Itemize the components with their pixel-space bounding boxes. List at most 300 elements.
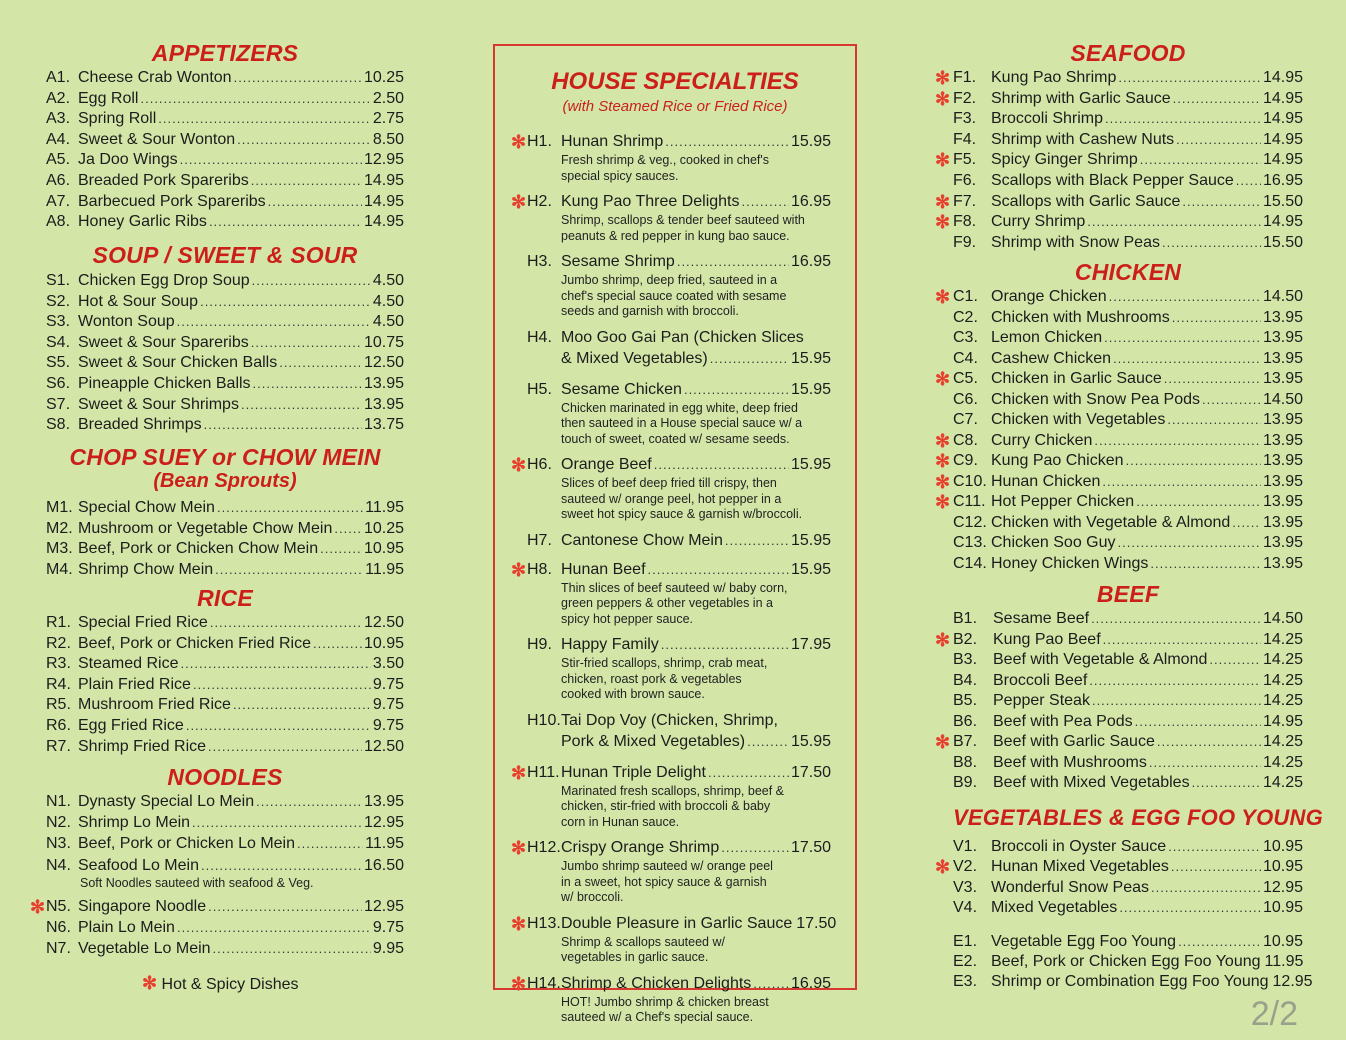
item-code: M3. — [46, 540, 73, 558]
menu-item — [953, 493, 1303, 513]
menu-item — [953, 370, 1303, 390]
hot-star-icon: ✻ — [935, 212, 951, 233]
dot-leader — [1104, 330, 1261, 345]
item-name: Broccoli Beef — [993, 671, 1088, 689]
item-name: Cashew Chicken — [991, 349, 1112, 367]
dot-leader — [186, 718, 371, 733]
item-code: B2. — [953, 630, 978, 648]
item-price: 17.50 — [790, 763, 831, 781]
menu-item — [46, 354, 404, 374]
item-price: 16.95 — [790, 253, 831, 270]
chop-suey-subheading: (Bean Sprouts) — [153, 470, 297, 492]
menu-item — [46, 193, 404, 213]
dot-leader — [1136, 494, 1261, 509]
item-code: H6. — [527, 456, 552, 473]
item-name: Shrimp or Combination Egg Foo Young — [991, 973, 1269, 991]
item-code: V4. — [953, 899, 978, 917]
item-name: Mushroom or Vegetable Chow Mein — [78, 519, 333, 537]
menu-item — [561, 133, 831, 153]
item-code: R6. — [46, 717, 71, 734]
item-price: 13.95 — [1262, 370, 1303, 387]
item-code: C3. — [953, 329, 978, 346]
menu-item — [561, 975, 831, 995]
menu-item — [46, 334, 404, 354]
item-description-line: cooked with brown sauce. — [561, 687, 705, 701]
item-price: 13.95 — [1262, 411, 1303, 428]
hot-star-icon: ✻ — [511, 973, 527, 994]
item-name: Beef, Pork or Chicken Lo Mein — [78, 835, 295, 853]
item-name: Sweet & Sour Wonton — [78, 130, 236, 148]
item-name: Chicken with Mushrooms — [991, 308, 1170, 326]
item-price: 12.50 — [363, 737, 404, 755]
item-price: 14.25 — [1262, 651, 1303, 668]
item-name: Shrimp Fried Rice — [78, 737, 207, 755]
vegetables-heading: VEGETABLES & EGG FOO YOUNG — [953, 805, 1323, 830]
item-code: H8. — [527, 560, 552, 578]
item-name: Hot Pepper Chicken — [991, 493, 1135, 510]
menu-item — [953, 69, 1303, 89]
item-code: H5. — [527, 380, 552, 398]
item-price: 11.95 — [365, 499, 404, 516]
item-code: H3. — [527, 253, 552, 270]
item-code: N4. — [46, 856, 71, 874]
menu-item — [46, 940, 404, 960]
item-description-line: then sauteed in a House special sauce w/ a — [561, 416, 803, 430]
menu-item — [953, 234, 1303, 254]
dot-leader — [279, 355, 362, 370]
dot-leader — [193, 677, 371, 692]
item-name: Shrimp with Cashew Nuts — [991, 130, 1175, 148]
item-description-line: Thin slices of beef sauteed w/ baby corn, — [561, 580, 788, 595]
item-code: C11. — [953, 493, 986, 510]
item-price: 10.95 — [1262, 932, 1303, 950]
menu-item — [953, 534, 1303, 554]
house-specialties-box — [493, 44, 857, 1024]
dot-leader — [684, 382, 789, 397]
dot-leader — [1135, 714, 1261, 729]
item-name: Spring Roll — [78, 110, 157, 128]
item-name: Chicken with Snow Pea Pods — [991, 390, 1200, 408]
dot-leader — [297, 836, 363, 851]
menu-item — [953, 110, 1303, 130]
menu-item — [46, 814, 404, 834]
item-description-line: Fresh shrimp & veg., cooked in chef's — [561, 153, 770, 167]
menu-item — [561, 764, 831, 784]
item-description-line: w/ broccoli. — [561, 890, 624, 904]
dot-leader — [1182, 194, 1261, 209]
item-code: C13. — [953, 534, 987, 551]
item-code: B5. — [953, 692, 978, 709]
dot-leader — [177, 314, 371, 329]
item-code: C12. — [953, 513, 987, 531]
item-price: 14.95 — [1262, 89, 1303, 107]
item-price: 15.95 — [790, 732, 831, 750]
dot-leader — [215, 562, 363, 577]
menu-item — [561, 456, 831, 476]
dot-leader — [251, 173, 362, 188]
item-description-line: Jumbo shrimp sauteed w/ orange peel — [561, 859, 773, 873]
dot-leader — [1118, 70, 1261, 85]
item-price: 14.25 — [1262, 630, 1303, 648]
dot-leader — [1092, 693, 1261, 708]
item-code: A8. — [46, 213, 71, 231]
item-price: 14.95 — [363, 192, 404, 210]
item-price: 13.95 — [1262, 554, 1303, 572]
menu-item — [953, 879, 1303, 899]
item-code: V3. — [953, 878, 978, 896]
menu-item — [953, 610, 1303, 630]
item-code: A5. — [46, 151, 71, 169]
hot-star-icon: ✻ — [511, 762, 527, 783]
item-price: 13.95 — [363, 793, 404, 810]
item-name: Chicken with Vegetables — [991, 411, 1166, 428]
item-price: 12.95 — [1272, 973, 1313, 991]
menu-item — [46, 717, 404, 737]
menu-item — [46, 793, 404, 813]
dot-leader — [180, 152, 362, 167]
item-name: Broccoli Shrimp — [991, 110, 1104, 128]
menu-item — [953, 899, 1303, 919]
dot-leader — [1232, 515, 1261, 530]
item-name: Broccoli in Oyster Sauce — [991, 838, 1167, 855]
menu-item — [46, 416, 404, 436]
item-name: Egg Fried Rice — [78, 717, 184, 734]
menu-item — [953, 452, 1303, 472]
item-price: 13.95 — [363, 375, 404, 392]
dot-leader — [1087, 214, 1261, 229]
dot-leader — [213, 941, 371, 956]
item-code: E2. — [953, 953, 978, 970]
item-code: R5. — [46, 696, 71, 714]
dot-leader — [1140, 152, 1261, 167]
dot-leader — [234, 70, 362, 85]
dot-leader — [1157, 734, 1261, 749]
hot-star-icon: ✻ — [935, 629, 951, 650]
item-code: B1. — [953, 610, 978, 627]
hot-star-icon: ✻ — [935, 857, 951, 878]
item-price: 4.50 — [372, 313, 404, 331]
dot-leader — [665, 134, 789, 149]
dot-leader — [1162, 235, 1261, 250]
item-price: 13.75 — [363, 416, 404, 434]
item-price: 9.75 — [372, 675, 404, 693]
menu-item — [953, 473, 1303, 493]
hot-star-icon: ✻ — [935, 369, 951, 389]
menu-item — [561, 561, 831, 581]
hot-star-icon: ✻ — [935, 471, 951, 492]
item-name: Kung Pao Three Delights — [561, 193, 740, 210]
item-code: H14. — [527, 974, 561, 992]
item-price: 12.95 — [1262, 878, 1303, 896]
item-price: 16.95 — [1262, 172, 1303, 189]
menu-item — [46, 898, 404, 918]
item-price: 15.95 — [790, 531, 831, 549]
item-name: Steamed Rice — [78, 655, 179, 673]
menu-item — [953, 672, 1303, 692]
item-code: N6. — [46, 919, 71, 936]
item-price: 16.95 — [790, 974, 831, 992]
item-name: Sweet & Sour Spareribs — [78, 333, 249, 351]
item-description-line: chef's special sauce coated with sesame — [561, 288, 787, 303]
dot-leader — [1126, 453, 1261, 468]
item-price: 14.95 — [1262, 69, 1303, 86]
item-description-line: Slices of beef deep fried till crispy, then — [561, 476, 777, 490]
dot-leader — [741, 194, 788, 209]
item-code: F3. — [953, 110, 977, 128]
item-name: Barbecued Pork Spareribs — [78, 192, 266, 210]
dot-leader — [1091, 611, 1261, 626]
menu-item — [953, 213, 1303, 233]
item-name: Sweet & Sour Chicken Balls — [78, 354, 278, 372]
item-code: F8. — [953, 213, 977, 231]
item-price: 14.95 — [1262, 213, 1303, 231]
item-price: 12.95 — [363, 814, 404, 832]
dot-leader — [201, 858, 362, 873]
item-code: B9. — [953, 774, 978, 791]
item-name: Kung Pao Chicken — [991, 452, 1124, 469]
dot-leader — [1094, 433, 1261, 448]
dot-leader — [753, 976, 789, 991]
dot-leader — [1118, 535, 1261, 550]
dot-leader — [268, 194, 362, 209]
menu-item — [46, 696, 404, 716]
item-price: 2.75 — [372, 110, 404, 128]
item-price: 9.95 — [372, 940, 404, 958]
item-name: Shrimp Chow Mein — [78, 560, 214, 578]
item-code: B4. — [953, 671, 978, 689]
legend-text: Hot & Spicy Dishes — [161, 976, 299, 993]
dot-leader — [241, 397, 362, 412]
item-name: Beef with Mushrooms — [993, 753, 1147, 771]
item-code: R1. — [46, 614, 71, 631]
dot-leader — [1103, 632, 1261, 647]
hot-star-icon: ✻ — [511, 838, 527, 858]
item-price: 9.75 — [372, 717, 404, 734]
item-price: 16.50 — [363, 856, 404, 874]
menu-item — [46, 655, 404, 675]
item-description-line: spicy hot pepper sauce. — [561, 611, 694, 626]
item-code: H1. — [527, 133, 552, 150]
menu-item — [561, 712, 831, 732]
dot-leader — [1171, 859, 1261, 874]
item-name: Chicken Egg Drop Soup — [78, 272, 250, 289]
item-code: A2. — [46, 89, 71, 107]
item-code: B6. — [953, 712, 978, 730]
item-price: 12.50 — [363, 354, 404, 372]
menu-item — [561, 193, 831, 213]
item-code: N5. — [46, 897, 71, 915]
dot-leader — [1149, 755, 1261, 770]
item-code: V2. — [953, 858, 978, 876]
hot-star-icon: ✻ — [511, 132, 527, 152]
item-price: 14.95 — [1262, 712, 1303, 730]
menu-item — [46, 857, 404, 877]
item-code: F7. — [953, 192, 977, 210]
item-code: H13. — [527, 914, 561, 932]
item-price: 16.95 — [790, 193, 831, 210]
menu-item — [953, 432, 1303, 452]
item-code: M4. — [46, 560, 73, 578]
dot-leader — [1109, 289, 1261, 304]
dot-leader — [253, 376, 362, 391]
item-code: M1. — [46, 499, 73, 516]
dot-leader — [200, 294, 371, 309]
item-code: C14. — [953, 554, 987, 572]
item-price: 14.50 — [1262, 288, 1303, 305]
item-description-line: vegetables in garlic sauce. — [561, 950, 709, 964]
menu-item — [46, 499, 404, 519]
dot-leader — [677, 254, 789, 269]
item-code: A4. — [46, 130, 71, 148]
menu-item — [953, 631, 1303, 651]
dot-leader — [1089, 673, 1261, 688]
dot-leader — [177, 920, 371, 935]
item-name: Scallops with Garlic Sauce — [991, 192, 1181, 210]
item-price: 14.25 — [1262, 733, 1303, 750]
item-name: Sesame Chicken — [561, 380, 682, 398]
hot-star-icon: ✻ — [935, 191, 951, 212]
item-name: Crispy Orange Shrimp — [561, 839, 720, 856]
item-code: S1. — [46, 272, 71, 289]
menu-item — [46, 614, 404, 634]
item-description-line: Shrimp, scallops & tender beef sauteed with — [561, 213, 805, 227]
hot-star-icon: ✻ — [511, 913, 527, 934]
item-price: 14.50 — [1262, 610, 1303, 627]
dot-leader — [252, 273, 371, 288]
hot-star-icon: ✻ — [935, 88, 951, 109]
dot-leader — [233, 697, 371, 712]
item-code: A7. — [46, 192, 71, 210]
item-code: A6. — [46, 172, 71, 189]
item-price: 14.95 — [1262, 130, 1303, 148]
item-name: Seafood Lo Mein — [78, 856, 199, 874]
dot-leader — [1173, 91, 1261, 106]
menu-item — [953, 933, 1303, 953]
item-description-line: Shrimp & scallops sauteed w/ — [561, 934, 725, 949]
dot-leader — [1176, 132, 1261, 147]
item-name: Ja Doo Wings — [78, 151, 178, 169]
hot-star-icon: ✻ — [935, 732, 951, 752]
item-name: Vegetable Lo Mein — [78, 940, 211, 958]
item-name: Tai Dop Voy (Chicken, Shrimp, — [561, 711, 778, 729]
item-description-line: Jumbo shrimp, deep fried, sauteed in a — [561, 273, 778, 287]
item-code: H4. — [527, 328, 552, 346]
item-price: 2.50 — [372, 89, 404, 107]
dot-leader — [1192, 775, 1261, 790]
menu-item — [953, 151, 1303, 171]
item-code: C5. — [953, 370, 978, 387]
item-price: 10.95 — [363, 540, 404, 558]
house-specialties-heading: HOUSE SPECIALTIES — [551, 68, 799, 95]
item-code: R4. — [46, 675, 71, 693]
item-name: Sesame Beef — [993, 610, 1090, 627]
menu-item — [46, 520, 404, 540]
menu-item — [953, 172, 1303, 192]
item-code: R3. — [46, 655, 71, 673]
item-code: V1. — [953, 838, 978, 855]
item-price: 17.50 — [790, 839, 831, 856]
item-code: F6. — [953, 172, 977, 189]
menu-item — [953, 973, 1313, 993]
item-price: 14.25 — [1262, 692, 1303, 709]
menu-item — [561, 914, 837, 935]
item-price: 17.50 — [796, 914, 837, 932]
item-description-line: special spicy sauces. — [561, 168, 679, 183]
menu-item — [953, 651, 1303, 671]
item-price: 10.95 — [1262, 858, 1303, 876]
item-name: Moo Goo Gai Pan (Chicken Slices — [561, 328, 804, 346]
item-name: Plain Fried Rice — [78, 675, 191, 693]
item-name: Beef, Pork or Chicken Fried Rice — [78, 634, 311, 652]
dot-leader — [192, 815, 362, 830]
item-code: H12. — [527, 839, 561, 856]
menu-item — [953, 953, 1303, 973]
hot-star-icon: ✻ — [511, 192, 527, 212]
beef-heading: BEEF — [1096, 581, 1160, 607]
menu-item — [46, 131, 404, 151]
item-price: 14.95 — [363, 213, 404, 231]
item-name: Special Fried Rice — [78, 614, 208, 631]
dot-leader — [654, 457, 789, 472]
item-code: C1. — [953, 288, 978, 305]
item-code: E1. — [953, 932, 978, 950]
item-name: Pepper Steak — [993, 692, 1090, 709]
item-description-line: sweet hot spicy sauce & garnish w/broccoli. — [561, 507, 803, 521]
item-name: Orange Chicken — [991, 288, 1107, 305]
dot-leader — [710, 351, 789, 366]
item-code: S2. — [46, 292, 71, 310]
item-price: 8.50 — [372, 130, 404, 148]
item-name: Chicken in Garlic Sauce — [991, 370, 1162, 387]
item-name: Beef, Pork or Chicken Chow Mein — [78, 540, 319, 558]
item-name: Beef with Pea Pods — [993, 712, 1133, 730]
menu-item — [561, 636, 831, 656]
item-name: Dynasty Special Lo Mein — [78, 793, 255, 810]
item-description-line: Marinated fresh scallops, shrimp, beef & — [561, 783, 785, 798]
item-description-line: peanuts & red pepper in kung bao sauce. — [561, 228, 790, 243]
item-price: 15.95 — [790, 349, 831, 367]
item-code: N1. — [46, 793, 71, 810]
item-code: R7. — [46, 737, 71, 755]
item-description-line: chicken, roast pork & vegetables — [561, 671, 742, 686]
item-price: 11.95 — [365, 560, 404, 578]
dot-leader — [747, 734, 789, 749]
item-name: Double Pleasure in Garlic Sauce — [561, 914, 793, 932]
item-name: Hot & Sour Soup — [78, 292, 199, 310]
menu-item — [46, 272, 404, 292]
item-name: Mixed Vegetables — [991, 899, 1118, 917]
dot-leader — [708, 765, 789, 780]
item-name: Hunan Mixed Vegetables — [991, 858, 1169, 876]
dot-leader — [209, 214, 362, 229]
menu-item — [46, 172, 404, 192]
item-code: C7. — [953, 411, 978, 428]
menu-item — [46, 676, 404, 696]
item-description-line: touch of sweet, coated w/ sesame seeds. — [561, 431, 790, 446]
item-name: Singapore Noodle — [78, 897, 207, 915]
dot-leader — [1202, 392, 1261, 407]
dot-leader — [181, 656, 371, 671]
item-price: 10.25 — [363, 69, 404, 86]
menu-item — [953, 309, 1303, 329]
item-price: 12.50 — [363, 614, 404, 631]
dot-leader — [313, 636, 362, 651]
menu-item — [46, 375, 404, 395]
item-name: Sweet & Sour Shrimps — [78, 395, 239, 413]
item-code: S6. — [46, 375, 71, 392]
item-price: 13.95 — [363, 395, 404, 413]
item-price: 13.95 — [1262, 493, 1303, 510]
